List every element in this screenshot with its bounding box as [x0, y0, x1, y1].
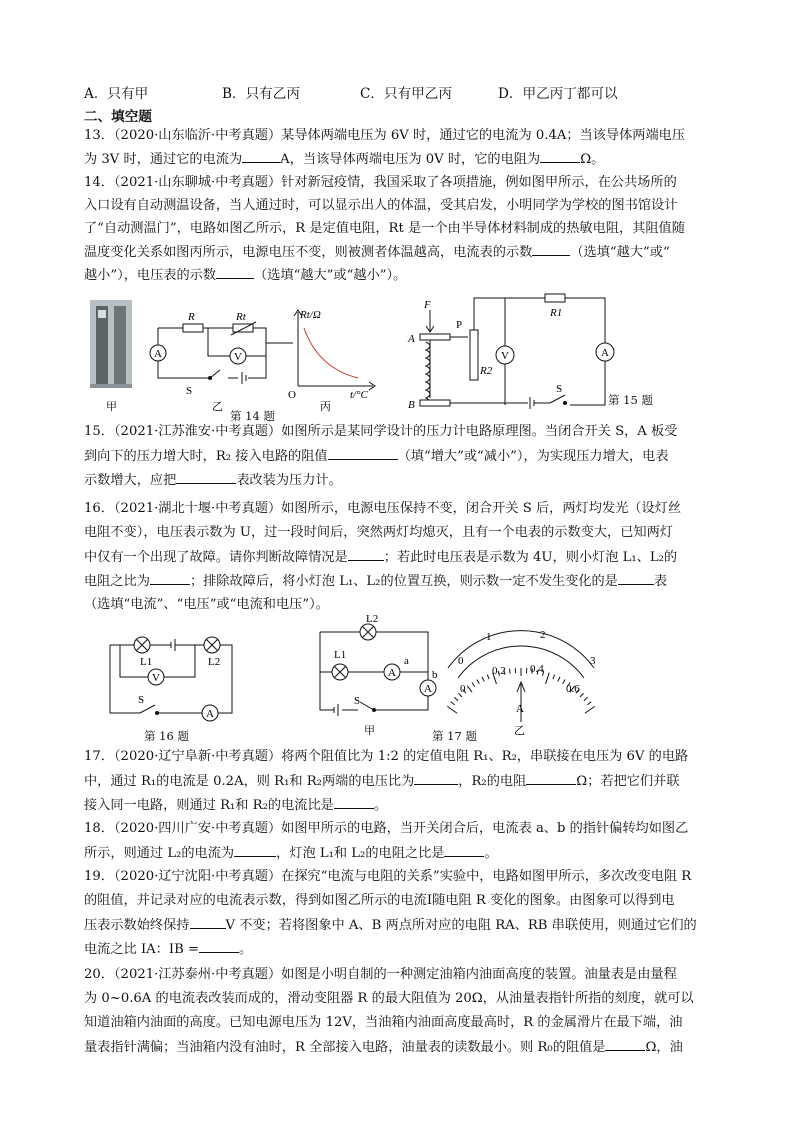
q14-line5: 越小”），电压表的示数 （选填“越大”或“越小”）。	[84, 268, 407, 283]
q20-line4: 量表指针满偏；当油箱内没有油时，R 全部接入电路，油量表的读数最小。则 R₀的阻值是 Ω，油	[84, 1040, 683, 1055]
q15-line1: 15．（2021·江苏淮安·中考真题）如图所示是某同学设计的压力计电路原理图。当闭合开关 S，A 板受	[84, 424, 678, 439]
scale-tick	[482, 677, 484, 682]
fig15-B: B	[408, 399, 415, 411]
q15-blank1[interactable]	[328, 447, 398, 460]
graph-bing	[294, 310, 375, 390]
q16-line3: 中仅有一个出现了故障。请你判断故障情况是 ；若此时电压表是示数为 4U，则小灯泡 L₁、L₂的	[84, 550, 678, 565]
choice-d: D．甲乙丙丁都可以	[498, 86, 618, 102]
q17-blank3[interactable]	[334, 796, 374, 809]
q18-line1: 18．（2020·四川广安·中考真题）如图甲所示的电路，当开关闭合后，电流表 a、b 的指针偏转均如图乙	[84, 821, 689, 836]
figure-17	[308, 612, 608, 737]
q17-blank2[interactable]	[526, 772, 576, 785]
scale-tick	[487, 675, 489, 680]
fig15-Am: A	[601, 347, 609, 359]
fig14-x-axis: t/°C	[350, 389, 368, 401]
fig17-bottom-2: 0.4	[530, 663, 544, 675]
choice-b: B．只有乙丙	[222, 86, 300, 102]
fig14-caption: 第 14 题	[230, 409, 275, 423]
fig17-a: a	[404, 655, 409, 667]
q14-line2: 入口设有自动测温设备，当人通过时，可以显示出人的体温，受其启发，小明同学为学校的图书馆设计	[84, 198, 678, 213]
fig17-top-3: 3	[590, 655, 596, 667]
q20-line2: 为 0~0.6A 的电流表改装而成的，滑动变阻器 R 的最大阻值为 20Ω，从油量表指针所指的刻度，就可以	[84, 991, 694, 1006]
fig17-caption: 第 17 题	[432, 729, 477, 743]
scale-tick	[546, 673, 550, 684]
q14-blank2[interactable]	[216, 266, 254, 279]
circuit-17-jia	[320, 624, 436, 716]
q19-blank2[interactable]	[199, 940, 239, 953]
q16-blank2[interactable]	[150, 572, 190, 585]
fig15-F: F	[424, 299, 431, 311]
fig16-S: S	[138, 694, 145, 706]
scale-tick	[563, 680, 565, 684]
fig17-bottom-1: 0.2	[492, 665, 506, 677]
q13-line2: 为 3V 时，通过它的电流为 A，当该导体两端电压为 0V 时，它的电阻为 Ω。	[84, 152, 605, 167]
q17-line2: 中，通过 R₁的电流是 0.2A，则 R₁和 R₂两端的电压比为 ，R₂的电阻 Ω；若把它们并联	[84, 774, 680, 789]
q16-line2: 电阻不变），电压表示数为 U，过一段时间后，突然两灯均熄灭，且有一个电表的示数变大，已知两灯	[84, 525, 673, 540]
scale-tick	[477, 680, 479, 684]
fig15-R1: R1	[550, 307, 563, 319]
fig16-L1: L1	[140, 656, 153, 668]
q13-line1: 13．（2020·山东临沂·中考真题）某导体两端电压为 6V 时，通过它的电流为 0.4A；当该导体两端电压	[84, 128, 686, 143]
q13-blank1[interactable]	[242, 150, 280, 163]
fig14-label-yi: 乙	[212, 401, 223, 413]
scale-tick	[454, 697, 458, 700]
scale-tick	[467, 686, 472, 692]
q20-line1: 20．（2021·江苏泰州·中考真题）如图是小明自制的一种测定油箱内油面高度的装置。油量表是由量程	[84, 967, 677, 982]
fig15-V: V	[501, 350, 509, 362]
q17-line3: 接入同一电路，则通过 R₁和 R₂的电流比是 。	[84, 798, 388, 813]
circuit-yi	[150, 322, 293, 384]
figure-16	[100, 625, 240, 740]
fig14-R-label: R	[188, 311, 195, 323]
scale-tick	[587, 702, 591, 705]
fig16-L2: L2	[208, 656, 221, 668]
scale-tick	[584, 697, 588, 700]
scale-tick	[580, 693, 583, 697]
fig17-bottom-0: 0	[460, 683, 466, 695]
q14-line1: 14．（2021·山东聊城·中考真题）针对新冠疫情，我国采取了各项措施，例如图甲所示，在公共场所的	[84, 175, 677, 190]
fig16-A: A	[206, 708, 214, 720]
fig17-label-jia: 甲	[364, 725, 375, 737]
q19-blank1[interactable]	[190, 916, 226, 929]
q15-blank2[interactable]	[176, 471, 236, 484]
scale-tick	[472, 683, 475, 687]
scale-tick	[510, 669, 511, 674]
photo-thermometer-gate	[90, 300, 132, 388]
fig14-switch-label: S	[186, 385, 193, 397]
fig17-bottom-3: 0.6	[566, 683, 580, 695]
q16-line1: 16．（2021·湖北十堰·中考真题）如图所示，电源电压保持不变，闭合开关 S 后，两灯均发光（设灯丝	[84, 501, 682, 516]
fig15-P: P	[456, 319, 463, 331]
fig17-top-2: 2	[540, 629, 546, 641]
fig14-voltmeter-label: V	[234, 351, 242, 363]
q17-line1: 17．（2020·辽宁阜新·中考真题）将两个阻值比为 1:2 的定值电阻 R₁、R₂，串联接在电压为 6V 的电路	[84, 749, 689, 764]
fig17-L2: L2	[366, 613, 379, 625]
fig17-top-1: 1	[486, 631, 492, 643]
q16-line4: 电阻之比为 ；排除故障后，将小灯泡 L₁、L₂的位置互换，则示数一定不发生变化的是 表	[84, 574, 668, 589]
q14-blank1[interactable]	[532, 243, 570, 256]
q14-line3: 了“自动测温门”，电路如图乙所示，R 是定值电阻，Rt 是一个由半导体材料制成的热敏电阻，其阻值随	[84, 221, 685, 236]
fig14-ammeter-label: A	[154, 348, 162, 360]
q19-line4: 电流之比 IA：IB = 。	[84, 942, 253, 957]
fig15-caption: 第 15 题	[608, 393, 653, 407]
fig14-label-jia: 甲	[106, 401, 117, 413]
q18-line2: 所示，则通过 L₂的电流为 ，灯泡 L₁和 L₂的电阻之比是 。	[84, 846, 498, 861]
fig17-Ab: A	[424, 683, 432, 695]
fig15-S: S	[556, 383, 563, 395]
fig14-label-bing: 丙	[320, 401, 331, 413]
q19-line1: 19．（2020·辽宁沈阳·中考真题）在探究“电流与电阻的关系”实验中，电路如图甲所示，多次改变电阻 R	[84, 869, 692, 884]
fig17-needle-label: A	[516, 703, 524, 715]
fig15-A: A	[408, 333, 415, 345]
fig17-Aa: A	[388, 667, 396, 679]
q20-line3: 知道油箱内油面的高度。已知电源电压为 12V，当油箱内油面高度最高时，R 的金属滑片在最下端，油	[84, 1015, 683, 1030]
fig16-V: V	[152, 672, 160, 684]
fig14-y-axis: Rt/Ω	[300, 309, 321, 321]
fig15-R2: R2	[480, 365, 493, 377]
q16-blank3[interactable]	[618, 572, 654, 585]
fig17-S: S	[354, 695, 361, 707]
q19-line2: 的阻值，并记录对应的电流表示数，得到如图乙所示的电流I随电阻 R 变化的图象。由图象可以得到电	[84, 893, 675, 908]
fig16-caption: 第 16 题	[144, 729, 189, 743]
fig17-L1: L1	[334, 649, 347, 661]
q17-blank1[interactable]	[414, 772, 458, 785]
q20-blank1[interactable]	[605, 1038, 645, 1051]
scale-tick	[447, 706, 457, 713]
q15-line3: 示数增大，应把 表改装为压力计。	[84, 473, 342, 488]
q16-blank1[interactable]	[348, 548, 384, 561]
q18-blank1[interactable]	[234, 844, 276, 857]
circuit-15	[420, 294, 614, 409]
q15-line2: 到向下的压力增大时，R₂ 接入电路的阻值 （填“增大”或“减小”），为实现压力增大，电表	[84, 449, 669, 464]
fig14-origin: O	[288, 389, 296, 401]
scale-tick	[558, 677, 560, 682]
fig14-Rt-label: Rt	[236, 311, 246, 323]
scale-tick	[585, 706, 595, 713]
q13-blank2[interactable]	[540, 150, 580, 163]
choice-c: C．只有甲乙丙	[360, 86, 452, 102]
q19-line3: 压表示数始终保持 V 不变；若将图象中 A、B 两点所对应的电阻 RA、RB 串联使用，则通过它们的	[84, 918, 697, 933]
q16-line5: （选填“电流”、“电压”或“电流和电压”）。	[84, 597, 329, 612]
q18-blank2[interactable]	[444, 844, 484, 857]
fig17-top-0: 0	[458, 655, 464, 667]
fig17-label-yi: 乙	[514, 725, 525, 737]
scale-tick	[553, 675, 555, 680]
scale-tick	[451, 702, 455, 705]
section-title: 二、填空题	[84, 109, 152, 125]
choice-a: A．只有甲	[84, 86, 149, 102]
q14-line4: 温度变化关系如图丙所示，电源电压不变，则被测者体温越高，电流表的示数 （选填“越大”或“	[84, 245, 670, 260]
figure-14	[88, 298, 378, 418]
fig17-b: b	[432, 669, 438, 681]
